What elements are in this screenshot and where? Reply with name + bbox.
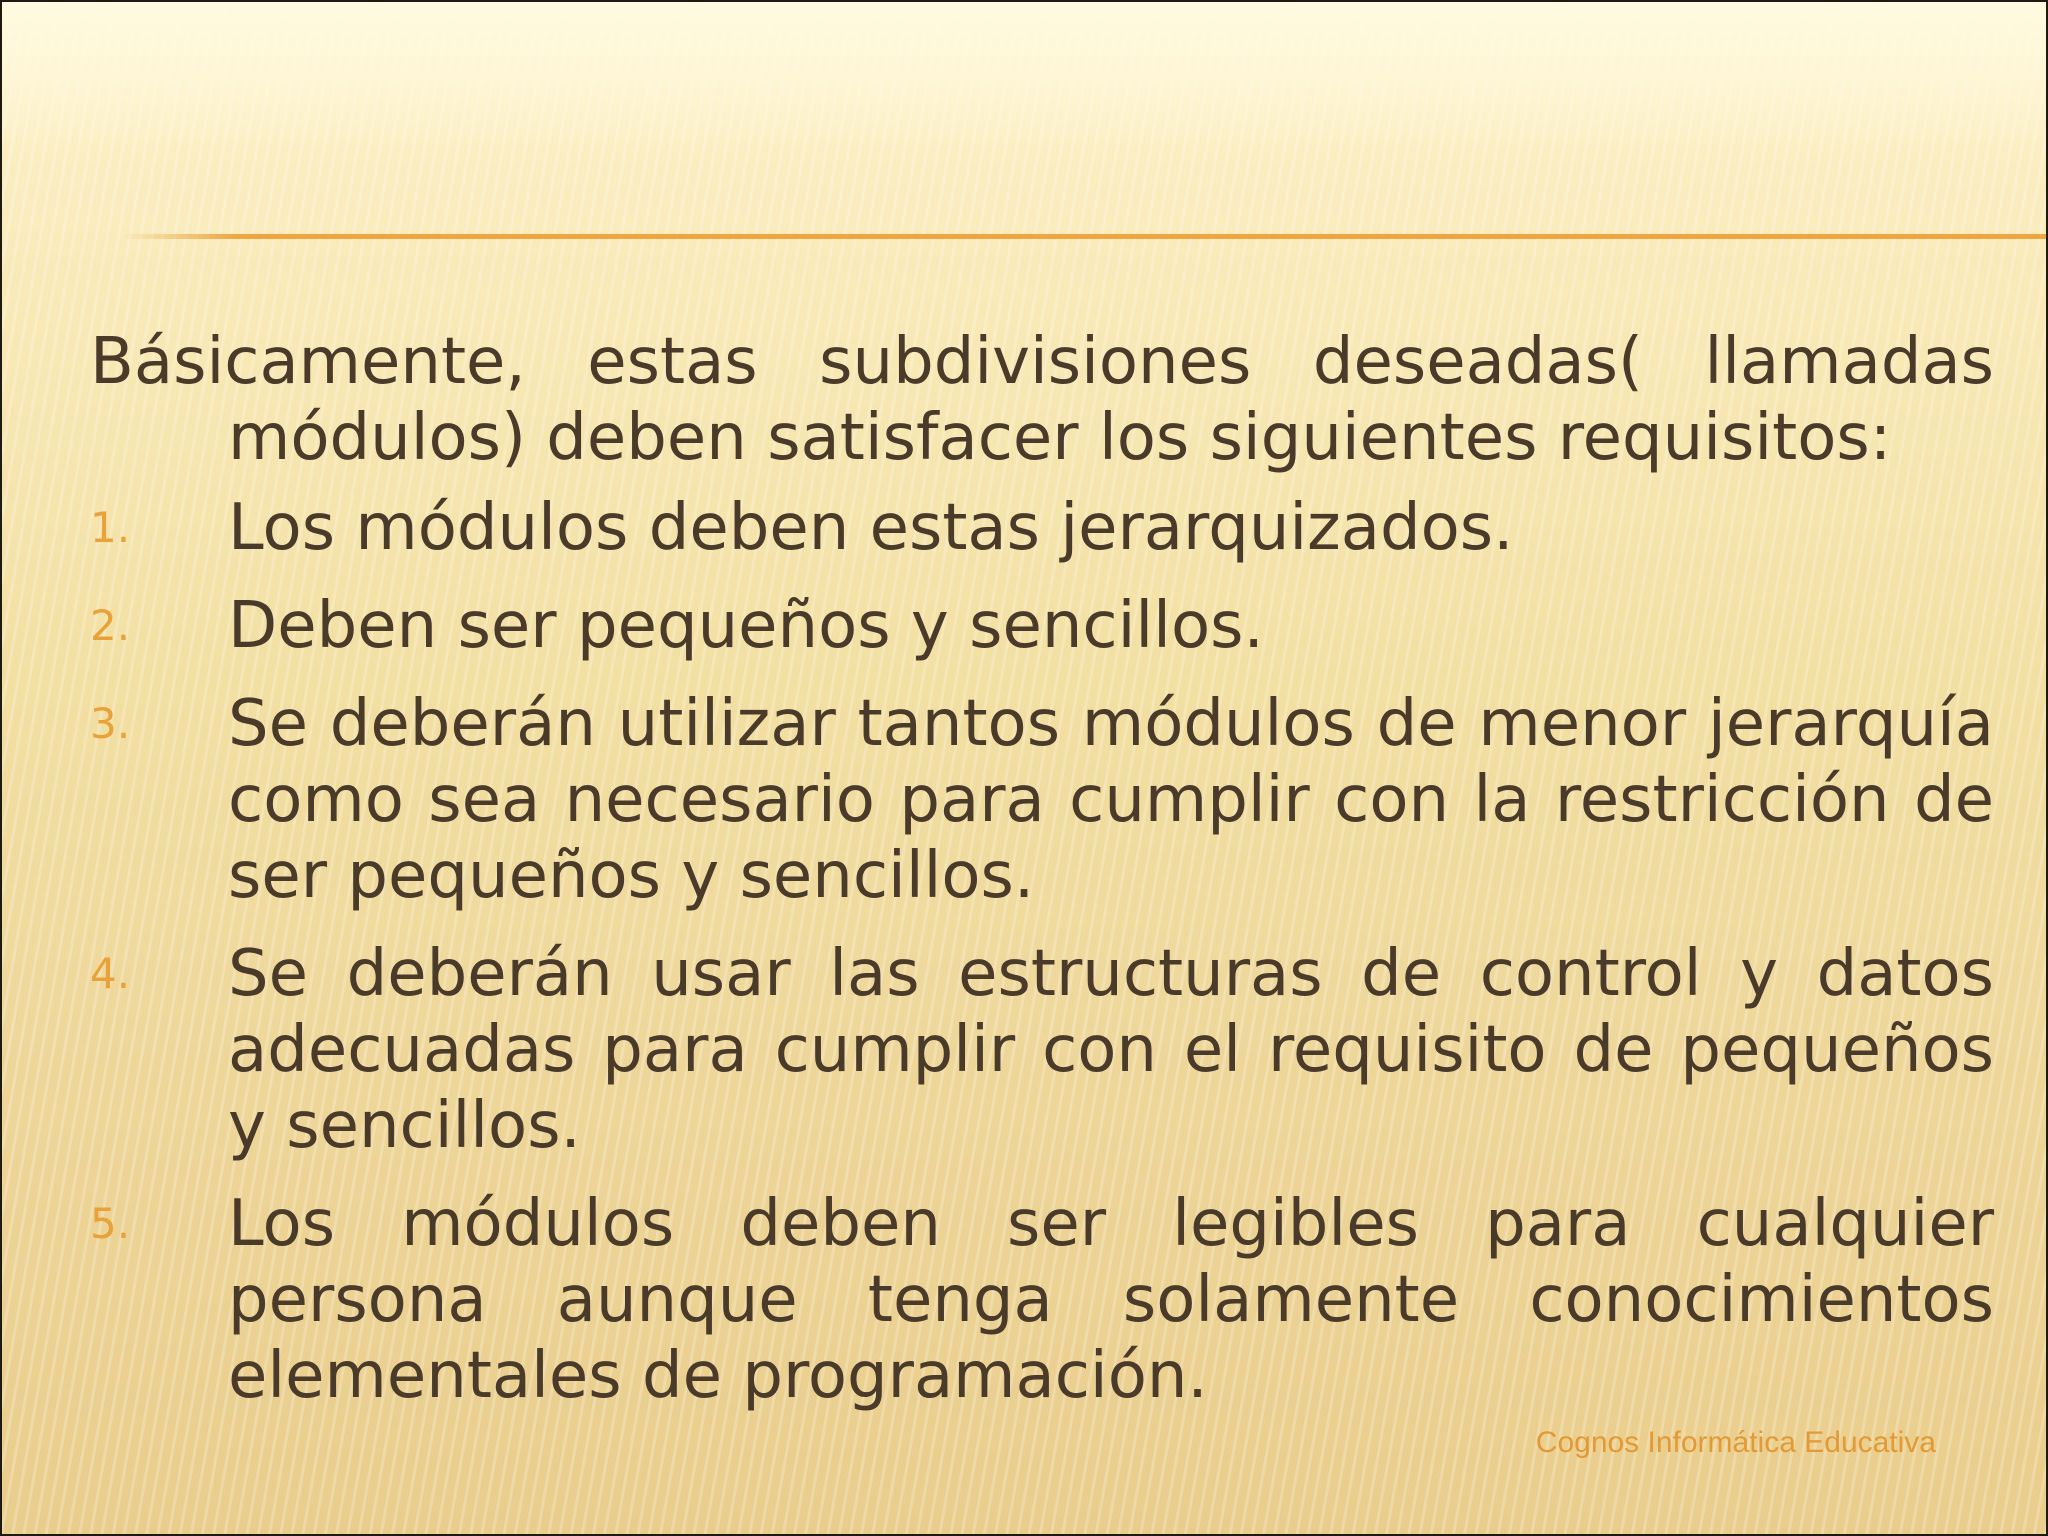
list-item bbox=[90, 1186, 1994, 1414]
list-item bbox=[90, 936, 1994, 1164]
list-item bbox=[90, 686, 1994, 914]
list-item bbox=[90, 588, 1994, 664]
slide-body bbox=[90, 324, 1994, 1436]
intro-paragraph: Básicamente, estas subdivisiones deseadas( llamadas módulos) deben satisfacer los siguientes requisitos: bbox=[90, 325, 1994, 475]
list-item-text: Los módulos deben estas jerarquizados. bbox=[228, 491, 1514, 565]
list-item bbox=[90, 490, 1994, 566]
list-item-number: 5. bbox=[90, 1199, 131, 1248]
requirements-list bbox=[90, 490, 1994, 1414]
list-item-number: 2. bbox=[90, 601, 131, 650]
list-item-number: 3. bbox=[90, 699, 131, 748]
list-item-text: Se deberán utilizar tantos módulos de menor jerarquía como sea necesario para cumplir con la restricción de ser pequeños y sencillos. bbox=[228, 687, 1994, 913]
list-item-number: 4. bbox=[90, 949, 131, 998]
footer-credit: Cognos Informática Educativa bbox=[1535, 1426, 1936, 1459]
list-item-text: Se deberán usar las estructuras de control y datos adecuadas para cumplir con el requisito de pequeños y sencillos. bbox=[228, 937, 1994, 1163]
list-item-text: Deben ser pequeños y sencillos. bbox=[228, 589, 1264, 663]
header-band bbox=[2, 2, 2046, 152]
list-item-text: Los módulos deben ser legibles para cualquier persona aunque tenga solamente conocimientos elementales de programación. bbox=[228, 1187, 1994, 1413]
list-item-number: 1. bbox=[90, 503, 131, 552]
accent-divider-line bbox=[122, 234, 2048, 239]
